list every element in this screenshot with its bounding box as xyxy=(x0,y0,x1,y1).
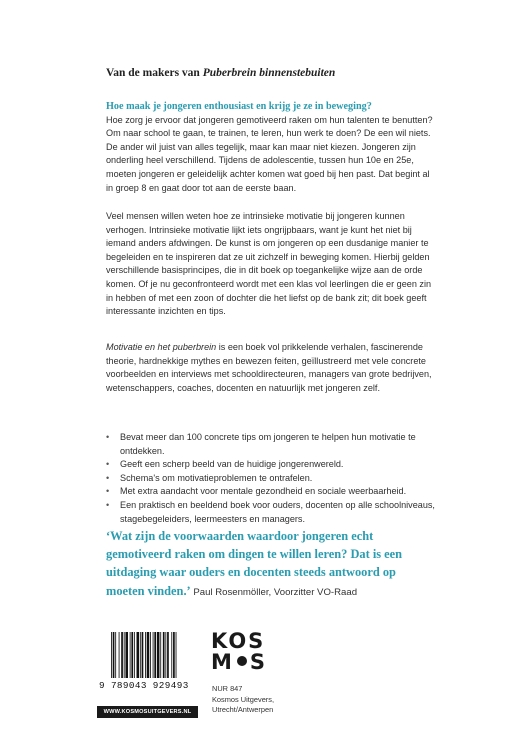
barcode-bar xyxy=(160,632,161,678)
barcode-bar xyxy=(173,632,175,678)
barcode-bar xyxy=(153,632,154,678)
quote-text: ‘Wat zijn de voorwaarden waardoor jongeren echt gemotiveerd raken om dingen te willen leren? Dat is een uitdaging waar ouders en docenten steeds antwoord op moeten vinden.’ xyxy=(106,529,403,598)
barcode-bar xyxy=(121,632,123,678)
publisher-location: Utrecht/Antwerpen xyxy=(212,705,274,715)
barcode-bar xyxy=(113,632,115,678)
feature-item: • Schema's om motivatieproblemen te ontrafelen. xyxy=(106,472,436,486)
barcode-bar xyxy=(167,632,169,678)
isbn-barcode-block xyxy=(99,632,203,691)
barcode-bar xyxy=(176,632,177,678)
feature-item: • Een praktisch en beeldend boek voor ouders, docenten op alle schoolniveaus, stagebegeleiders, leermeesters en managers. xyxy=(106,499,436,526)
kosmos-logo xyxy=(211,629,268,674)
barcode-bar xyxy=(119,632,120,678)
barcode-icon xyxy=(111,632,203,678)
imprint xyxy=(212,684,332,716)
feature-list xyxy=(106,431,436,526)
barcode-bar xyxy=(165,632,166,678)
barcode-bar xyxy=(147,632,150,678)
endorsement-quote xyxy=(106,527,436,602)
feature-item: • Met extra aandacht voor mentale gezondheid en sociale weerbaarheid. xyxy=(106,485,436,499)
barcode-bar xyxy=(134,632,135,678)
motivation-paragraph: Veel mensen willen weten hoe ze intrinsieke motivatie bij jongeren kunnen verhogen. Intrinsieke motivatie lijkt iets ongrijpbaars, want je kunt het niet bij iemand anders afdwingen. De kunst is om jongeren op een dusdanige manier te begeleiden en te inspireren dat ze uit zichzelf in beweging komen. Hierbij gelden verschillende basisprincipes, die in dit boek op toegankelijke wijze aan de orde komen. Of je nu geconfronteerd wordt met een klas vol leerlingen die er geen zin in hebben of met een zoon of dochter die het liefst op de bank zit; dit boek geeft interessante inzichten en tips. xyxy=(106,211,432,317)
barcode-bar xyxy=(142,632,144,678)
logo-line-2 xyxy=(211,650,268,674)
barcode-bar xyxy=(154,632,156,678)
book-description-text: is een boek vol prikkelende verhalen, fascinerende theorie, hardnekkige mythes en bewezen feiten, geïllustreerd met vele concrete voorbeelden en interviews met schooldirecteuren, managers van grote bedrijven, wetenschappers, coaches, docenten en natuurlijk met jongeren zelf. xyxy=(106,342,432,393)
intro-paragraph: Hoe zorg je ervoor dat jongeren gemotiveerd raken om hun talenten te benutten? Om naar school te gaan, te trainen, te leren, hun werk te doen? De een wil niets. De ander wil juist van alles tegelijk, maar kan maar niet kiezen. Jongeren zijn onderling heel verschillend. Tijdens de adolescentie, tussen hun 10e en 25e, moeten jongeren er geleidelijk achter komen wat goed bij hen past. Dat begint al in groep 8 en gaat door tot aan de eerste baan. xyxy=(106,114,433,193)
book-description-paragraph xyxy=(106,341,436,395)
book-title-italic: Motivatie en het puberbrein xyxy=(106,342,217,352)
feature-item: • Bevat meer dan 100 concrete tips om jongeren te helpen hun motivatie te ontdekken. xyxy=(106,431,436,458)
logo-dot-icon xyxy=(237,656,247,666)
publisher-website: WWW.KOSMOSUITGEVERS.NL xyxy=(97,706,198,718)
barcode-bar xyxy=(150,632,151,678)
barcode-bar xyxy=(111,632,112,678)
barcode-bar xyxy=(124,632,125,678)
quote-author: Paul Rosenmöller, Voorzitter VO-Raad xyxy=(190,586,358,598)
logo-letter-s: S xyxy=(249,650,268,674)
isbn-number: 9 789043 929493 xyxy=(99,680,189,691)
intro-section xyxy=(106,100,436,195)
intro-question: Hoe maak je jongeren enthousiast en krijg je ze in beweging? xyxy=(106,101,372,112)
tagline-prefix: Van de makers van xyxy=(106,67,203,79)
feature-item: • Geeft een scherp beeld van de huidige jongerenwereld. xyxy=(106,458,436,472)
motivation-section xyxy=(106,210,436,319)
barcode-bar xyxy=(131,632,133,678)
barcode-bar xyxy=(171,632,172,678)
publisher-name: Kosmos Uitgevers, xyxy=(212,694,275,704)
nur-code: NUR 847 xyxy=(212,684,243,693)
barcode-bar xyxy=(125,632,128,678)
book-description xyxy=(106,341,436,395)
barcode-bar xyxy=(115,632,116,678)
tagline xyxy=(106,67,436,79)
logo-letter-m: M xyxy=(211,650,234,674)
barcode-bar xyxy=(157,632,160,678)
barcode-bar xyxy=(145,632,146,678)
tagline-book-title: Puberbrein binnenstebuiten xyxy=(202,67,336,79)
barcode-bar xyxy=(163,632,165,678)
barcode-bar xyxy=(140,632,141,678)
barcode-bar xyxy=(137,632,140,678)
barcode-bar xyxy=(130,632,131,678)
logo-line-1: KOS xyxy=(211,629,266,653)
